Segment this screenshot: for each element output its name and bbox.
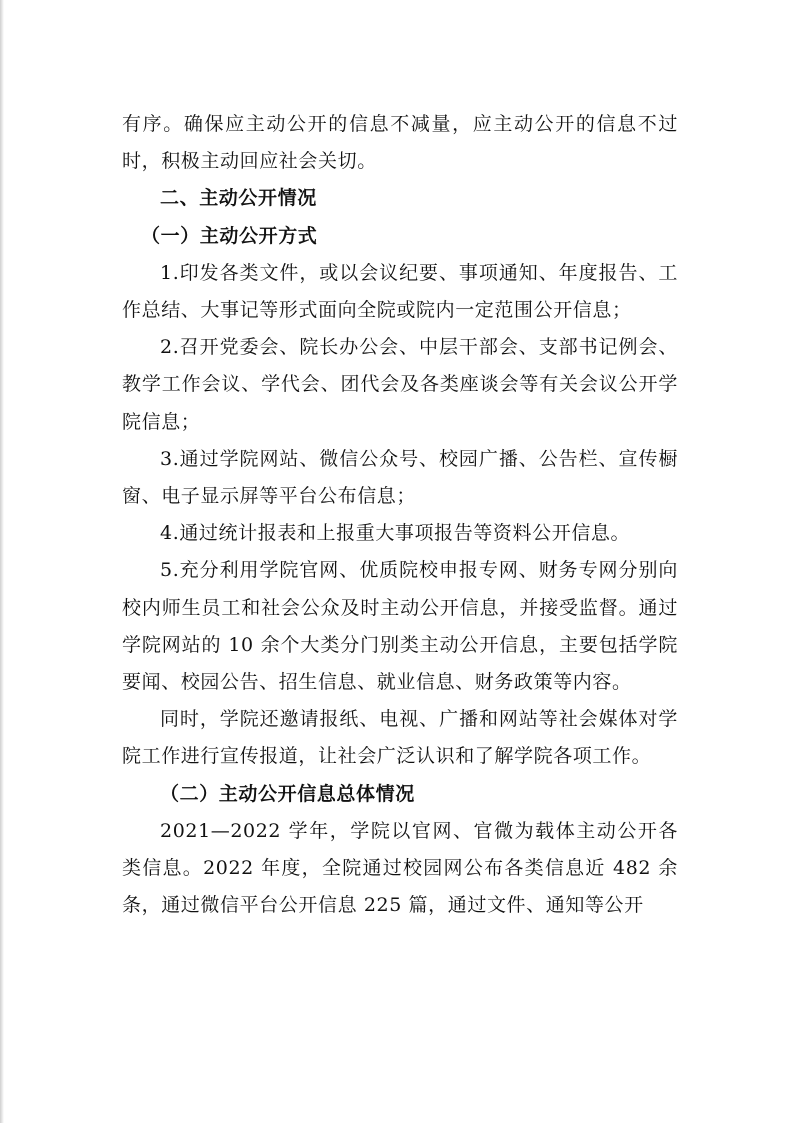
document-body: [122, 106, 678, 924]
list-item-3: 3.通过学院网站、微信公众号、校园广播、公告栏、宣传橱窗、电子显示屏等平台公布信息；: [122, 447, 678, 508]
list-item-4: 4.通过统计报表和上报重大事项报告等资料公开信息。: [160, 522, 631, 545]
subsection-heading-overall: （二）主动公开信息总体情况: [160, 782, 415, 805]
paragraph-continued: 有序。确保应主动公开的信息不减量，应主动公开的信息不过时，积极主动回应社会关切。: [122, 113, 678, 173]
section-heading-active-disclosure: 二、主动公开情况: [160, 187, 317, 210]
subsection-heading-disclosure-methods: （一）主动公开方式: [141, 224, 318, 247]
paragraph-overall: 2021—2022 学年，学院以官网、官微为载体主动公开各类信息。2022 年度，全院通过校园网公布各类信息近 482 余条，通过微信平台公开信息 225 篇，通过文件、通知等公开: [122, 819, 678, 917]
list-item-5: 5.充分利用学院官网、优质院校申报专网、财务专网分别向校内师生员工和社会公众及时主动公开信息，并接受监督。通过学院网站的 10 余个大类分门别类主动公开信息，主要包括学院要闻、校园公告、招生信息、就业信息、财务政策等内容。: [122, 559, 678, 694]
paragraph-media: 同时，学院还邀请报纸、电视、广播和网站等社会媒体对学院工作进行宣传报道，让社会广泛认识和了解学院各项工作。: [122, 708, 678, 768]
list-item-2: 2.召开党委会、院长办公会、中层干部会、支部书记例会、教学工作会议、学代会、团代会及各类座谈会等有关会议公开学院信息；: [122, 336, 678, 433]
page-edge-shadow: [0, 0, 4, 1123]
list-item-1: 1.印发各类文件，或以会议纪要、事项通知、年度报告、工作总结、大事记等形式面向全院或院内一定范围公开信息；: [122, 261, 678, 322]
